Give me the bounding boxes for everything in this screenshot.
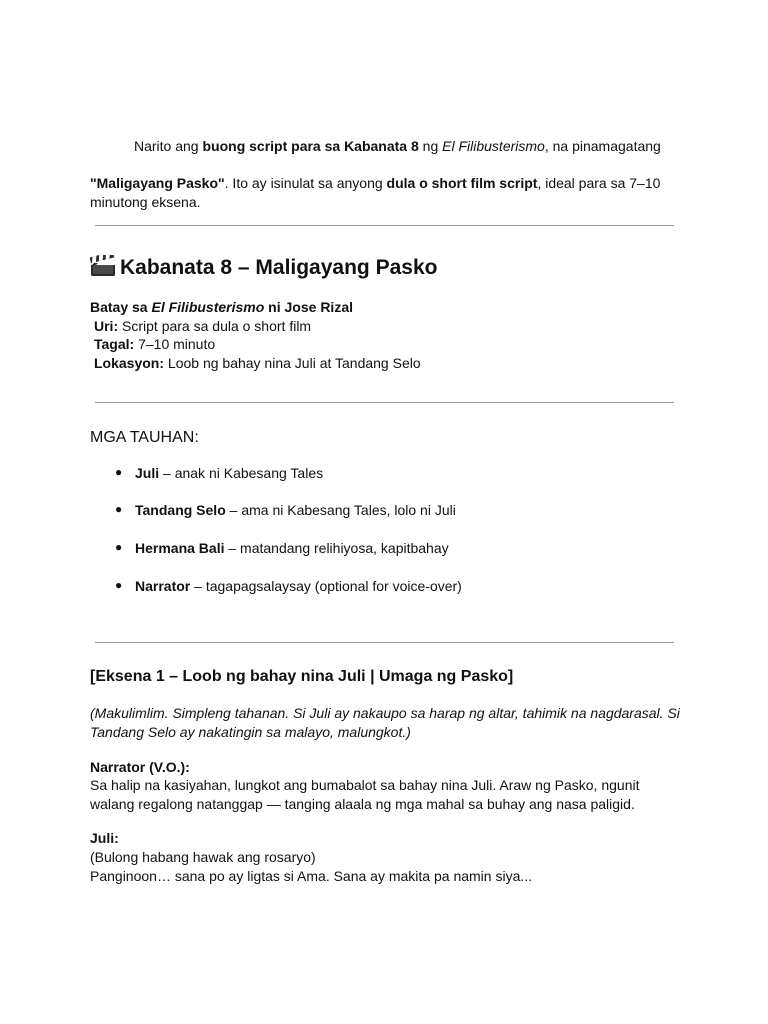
- divider: [95, 642, 674, 643]
- speaker-narrator: Narrator (V.O.):: [90, 759, 190, 775]
- info-label: Tagal:: [94, 336, 135, 352]
- dialogue-line: Sa halip na kasiyahan, lungkot ang bumabalot sa bahay nina Juli. Araw ng Pasko, ngunit: [90, 777, 640, 793]
- intro-bold: dula o short film script: [386, 175, 538, 191]
- character-desc: – tagapagsalaysay (optional for voice-over): [190, 578, 462, 594]
- stage-direction-line: Tandang Selo ay nakatingin sa malayo, malungkot.): [90, 724, 411, 740]
- info-bold: ni Jose Rizal: [264, 299, 353, 315]
- info-uri: [94, 317, 311, 336]
- list-item: [135, 464, 323, 483]
- intro-italic: El Filibusterismo: [442, 138, 545, 154]
- clapperboard-icon: [90, 255, 116, 277]
- character-name: Hermana Bali: [135, 540, 225, 556]
- stage-direction: [90, 723, 411, 742]
- character-name: Tandang Selo: [135, 502, 226, 518]
- character-name: Narrator: [135, 578, 191, 594]
- character-name: Juli: [135, 465, 160, 481]
- info-batay: [90, 298, 353, 317]
- character-desc: – matandang relihiyosa, kapitbahay: [224, 540, 449, 556]
- tauhan-heading: MGA TAUHAN:: [90, 429, 199, 446]
- intro-text: Narito ang: [134, 138, 203, 154]
- info-label: Uri:: [94, 318, 119, 334]
- intro-line-3: minutong eksena.: [90, 194, 201, 210]
- info-bold-italic: El Filibusterismo: [151, 299, 265, 315]
- list-item: [135, 539, 449, 558]
- page-title: [90, 255, 437, 281]
- bullet-icon: ●: [115, 578, 123, 592]
- info-tagal: [94, 335, 215, 354]
- character-desc: – anak ni Kabesang Tales: [159, 465, 324, 481]
- info-value: Loob ng bahay nina Juli at Tandang Selo: [164, 355, 421, 371]
- info-bold: Batay sa: [90, 299, 152, 315]
- list-item: [135, 501, 456, 520]
- intro-line-2: [90, 174, 660, 193]
- intro-line-1: [134, 137, 661, 156]
- info-lokasyon: [94, 354, 421, 373]
- bullet-icon: ●: [115, 540, 123, 554]
- character-desc: – ama ni Kabesang Tales, lolo ni Juli: [225, 502, 456, 518]
- bullet-icon: ●: [115, 465, 123, 479]
- divider: [95, 402, 674, 403]
- stage-direction-line: (Makulimlim. Simpleng tahanan. Si Juli ay nakaupo sa harap ng altar, tahimik na nagdarasal. Si: [90, 705, 680, 721]
- speaker-juli: Juli:: [90, 830, 119, 846]
- info-value: 7–10 minuto: [134, 336, 216, 352]
- intro-bold: "Maligayang Pasko": [90, 175, 225, 191]
- stage-direction: [90, 704, 680, 723]
- divider: [95, 225, 674, 226]
- dialogue-line: (Bulong habang hawak ang rosaryo): [90, 849, 316, 865]
- dialogue-line: walang regalong natanggap — tanging alaala ng mga mahal sa buhay ang nasa paligid.: [90, 796, 635, 812]
- info-value: Script para sa dula o short film: [118, 318, 312, 334]
- info-label: Lokasyon:: [94, 355, 165, 371]
- page-title-text: Kabanata 8 – Maligayang Pasko: [120, 256, 438, 279]
- speaker-label: [90, 758, 190, 777]
- bullet-icon: ●: [115, 502, 123, 516]
- intro-bold: buong script para sa Kabanata 8: [202, 138, 419, 154]
- list-item: [135, 577, 462, 596]
- scene-heading: [Eksena 1 – Loob ng bahay nina Juli | Umaga ng Pasko]: [90, 668, 514, 685]
- speaker-label: [90, 829, 119, 848]
- intro-text: , ideal para sa 7–10: [537, 175, 661, 191]
- intro-text: , na pinamagatang: [544, 138, 661, 154]
- intro-text: ng: [418, 138, 443, 154]
- dialogue-line: Panginoon… sana po ay ligtas si Ama. Sana ay makita pa namin siya...: [90, 868, 533, 884]
- intro-text: . Ito ay isinulat sa anyong: [224, 175, 387, 191]
